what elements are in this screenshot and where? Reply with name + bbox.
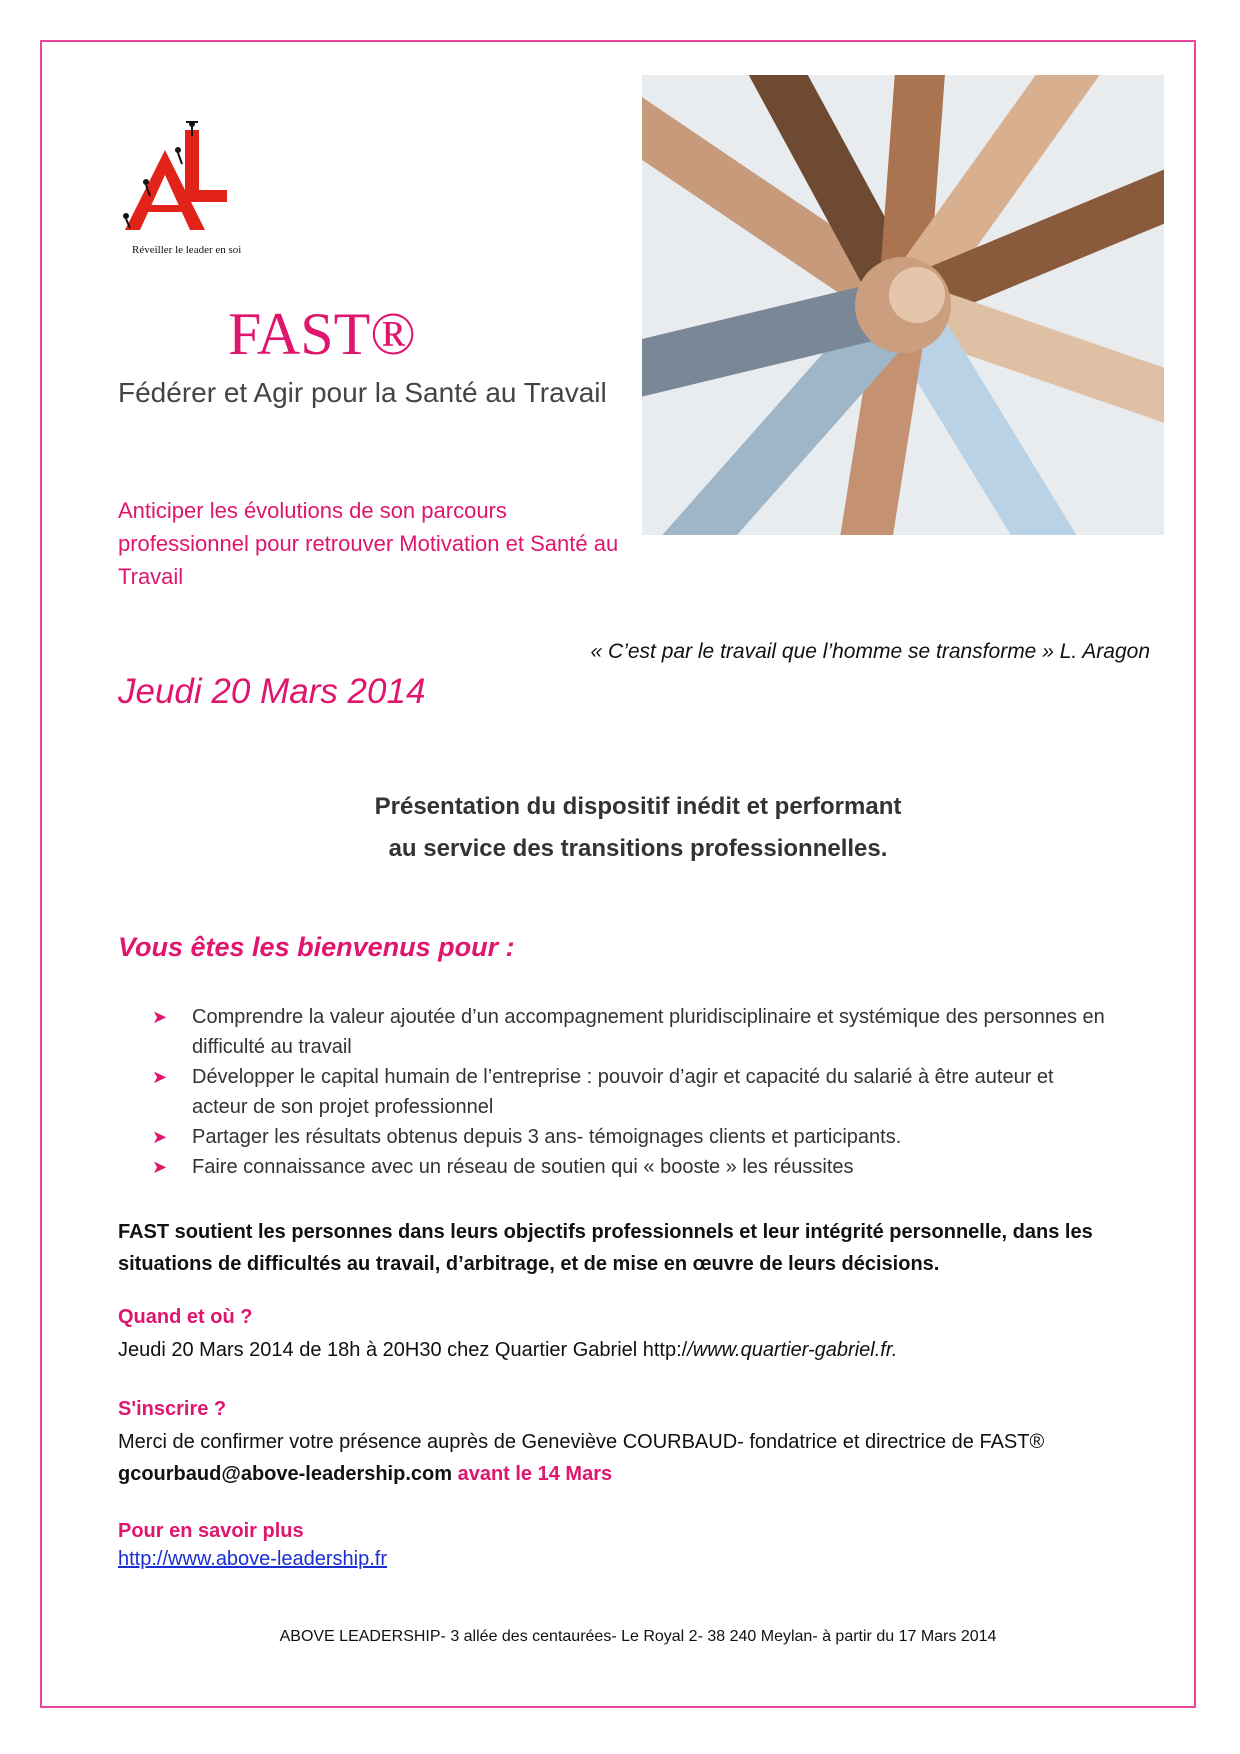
arrow-bullet-icon: ➤ bbox=[152, 1157, 168, 1177]
footer-address: ABOVE LEADERSHIP- 3 allée des centaurées- Le Royal 2- 38 240 Meylan- à partir du 17 Mars 2014 bbox=[279, 1628, 997, 1645]
register-text: Merci de confirmer votre présence auprès de Geneviève COURBAUD- fondatrice et directrice de FAST® gcourbaud@above-leadership.com avant le 14 Mars bbox=[118, 1431, 1045, 1485]
registration-deadline: avant le 14 Mars bbox=[452, 1463, 613, 1485]
hands-together-photo bbox=[642, 75, 1164, 535]
benefits-list bbox=[152, 1002, 1112, 1182]
quote: « C’est par le travail que l’homme se transforme » L. Aragon bbox=[590, 640, 1150, 663]
when-where-text: Jeudi 20 Mars 2014 de 18h à 20H30 chez Quartier Gabriel http://www.quartier-gabriel.fr. bbox=[118, 1339, 898, 1361]
list-item: ➤ Partager les résultats obtenus depuis 3 ans- témoignages clients et participants. bbox=[152, 1122, 1112, 1152]
list-item: ➤ Développer le capital humain de l’entreprise : pouvoir d’agir et capacité du salarié à être auteur et acteur de son projet professionnel bbox=[152, 1062, 1112, 1122]
contact-email[interactable]: gcourbaud@above-leadership.com bbox=[118, 1463, 453, 1485]
more-info-heading: Pour en savoir plus bbox=[118, 1520, 304, 1542]
presentation-line-2: au service des transitions professionnelles. bbox=[388, 835, 888, 862]
list-item: ➤ Comprendre la valeur ajoutée d’un accompagnement pluridisciplinaire et systémique des personnes en difficulté au travail bbox=[152, 1002, 1112, 1062]
logo-tagline: Réveiller le leader en soi bbox=[132, 244, 242, 256]
arrow-bullet-icon: ➤ bbox=[152, 1007, 168, 1027]
fast-statement: FAST soutient les personnes dans leurs objectifs professionnels et leur intégrité personnelle, dans les situations de difficultés au travail, d’arbitrage, et de mise en œuvre de leurs décisions. bbox=[118, 1221, 1093, 1275]
above-leadership-logo bbox=[120, 120, 280, 255]
page-title: FAST® bbox=[228, 301, 416, 367]
list-item: ➤ Faire connaissance avec un réseau de soutien qui « booste » les réussites bbox=[152, 1152, 1112, 1182]
page-subtitle: Fédérer et Agir pour la Santé au Travail bbox=[118, 377, 607, 408]
when-where-heading: Quand et où ? bbox=[118, 1306, 253, 1328]
venue-url[interactable]: /www.quartier-gabriel.fr. bbox=[687, 1339, 898, 1361]
website-link[interactable]: http://www.above-leadership.fr bbox=[118, 1548, 388, 1570]
arrow-bullet-icon: ➤ bbox=[152, 1067, 168, 1087]
arrow-bullet-icon: ➤ bbox=[152, 1127, 168, 1147]
presentation-heading bbox=[118, 786, 1158, 870]
event-date: Jeudi 20 Mars 2014 bbox=[118, 672, 426, 711]
tagline: Anticiper les évolutions de son parcours professionnel pour retrouver Motivation et Santé au Travail bbox=[118, 498, 619, 589]
welcome-heading: Vous êtes les bienvenus pour : bbox=[118, 932, 515, 962]
presentation-line-1: Présentation du dispositif inédit et performant bbox=[374, 793, 902, 820]
register-heading: S'inscrire ? bbox=[118, 1398, 227, 1420]
